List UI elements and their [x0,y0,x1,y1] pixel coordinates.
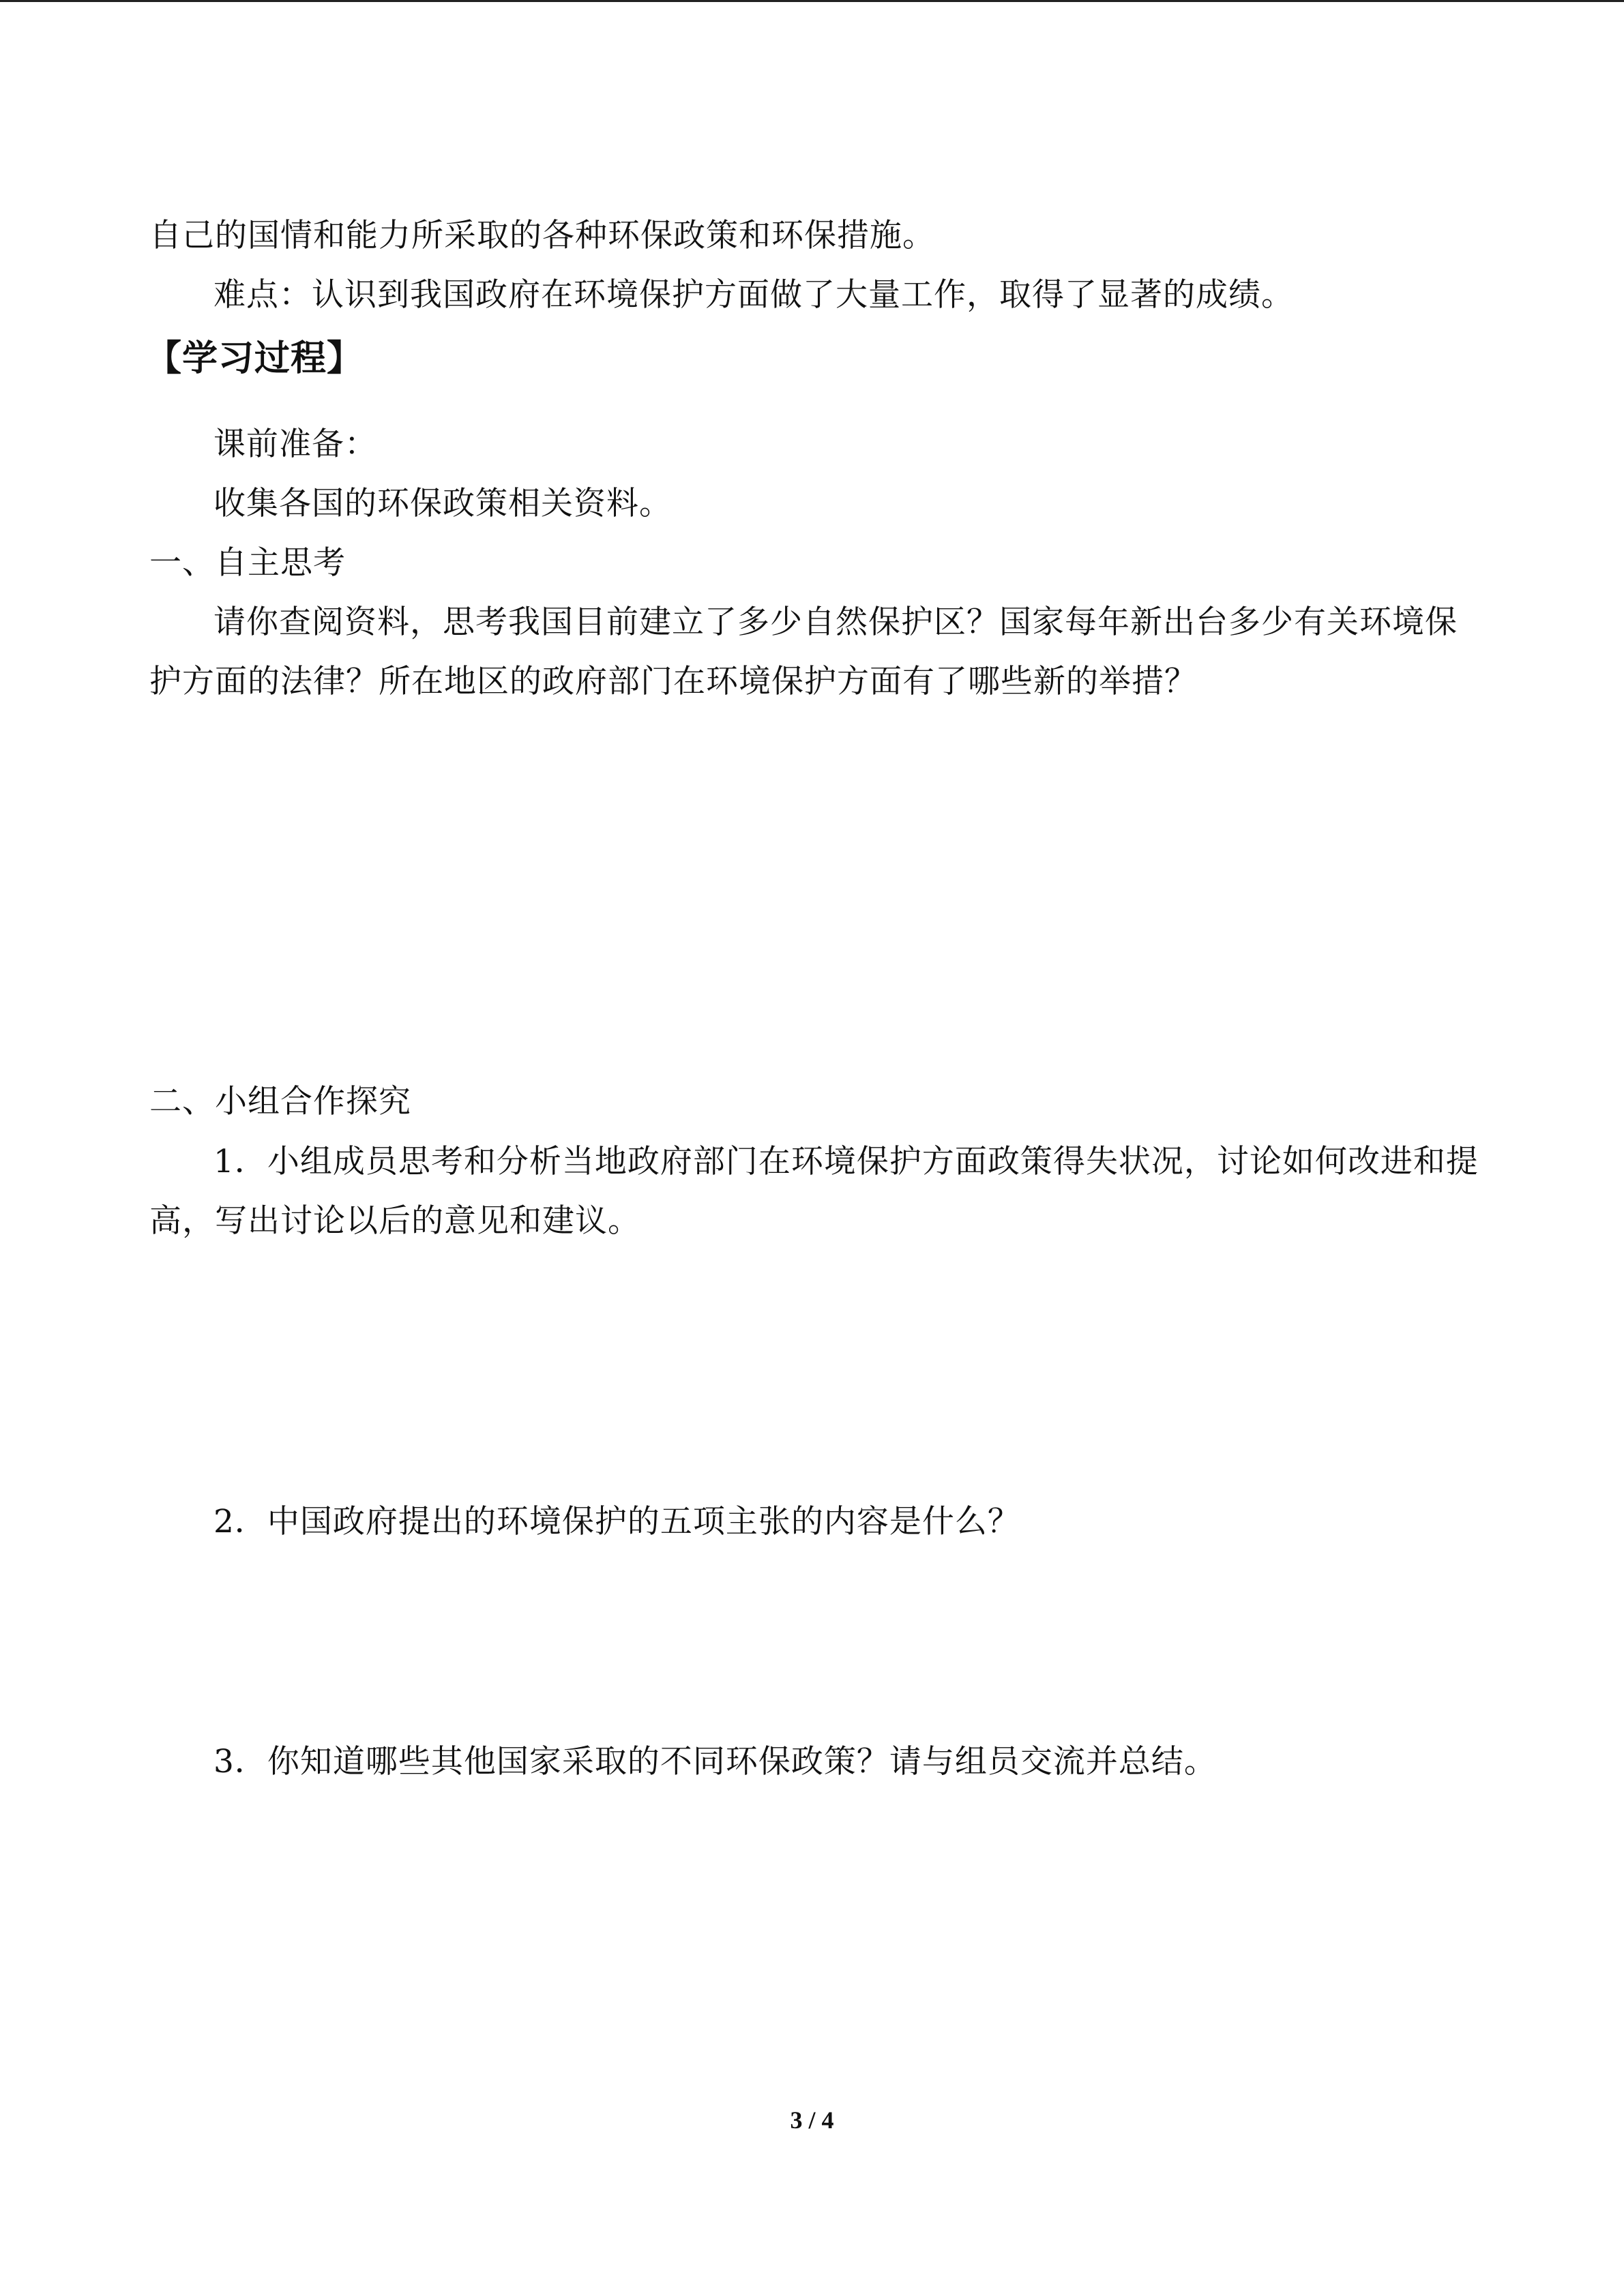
section-title-self-thinking: 一、自主思考 [149,544,346,582]
objectives-continuation: 自己的国情和能力所采取的各种环保政策和环保措施。 [149,217,935,254]
self-thinking-question-line-2: 护方面的法律？所在地区的政府部门在环境保护方面有了哪些新的举措？ [149,663,1197,700]
preparation-label: 课前准备： [213,426,377,463]
group-question-3: 3．你知道哪些其他国家采取的不同环保政策？请与组员交流并总结。 [213,1743,1217,1780]
self-thinking-question-line-1: 请你查阅资料，思考我国目前建立了多少自然保护区？国家每年新出台多少有关环境保 [213,603,1458,641]
learning-process-heading: 【学习过程】 [146,338,364,379]
difficulty-text: 难点：认识到我国政府在环境保护方面做了大量工作，取得了显著的成绩。 [213,276,1294,314]
group-question-1-line-1: 1．小组成员思考和分析当地政府部门在环境保护方面政策得失状况，讨论如何改进和提 [213,1143,1479,1180]
group-question-1-line-2: 高，写出讨论以后的意见和建议。 [149,1202,640,1240]
top-border-line [0,0,1624,2]
group-question-2: 2．中国政府提出的环境保护的五项主张的内容是什么？ [213,1503,1020,1540]
preparation-task: 收集各国的环保政策相关资料。 [213,485,672,522]
section-title-group-inquiry: 二、小组合作探究 [149,1083,411,1120]
page-number: 3 / 4 [790,2106,834,2134]
